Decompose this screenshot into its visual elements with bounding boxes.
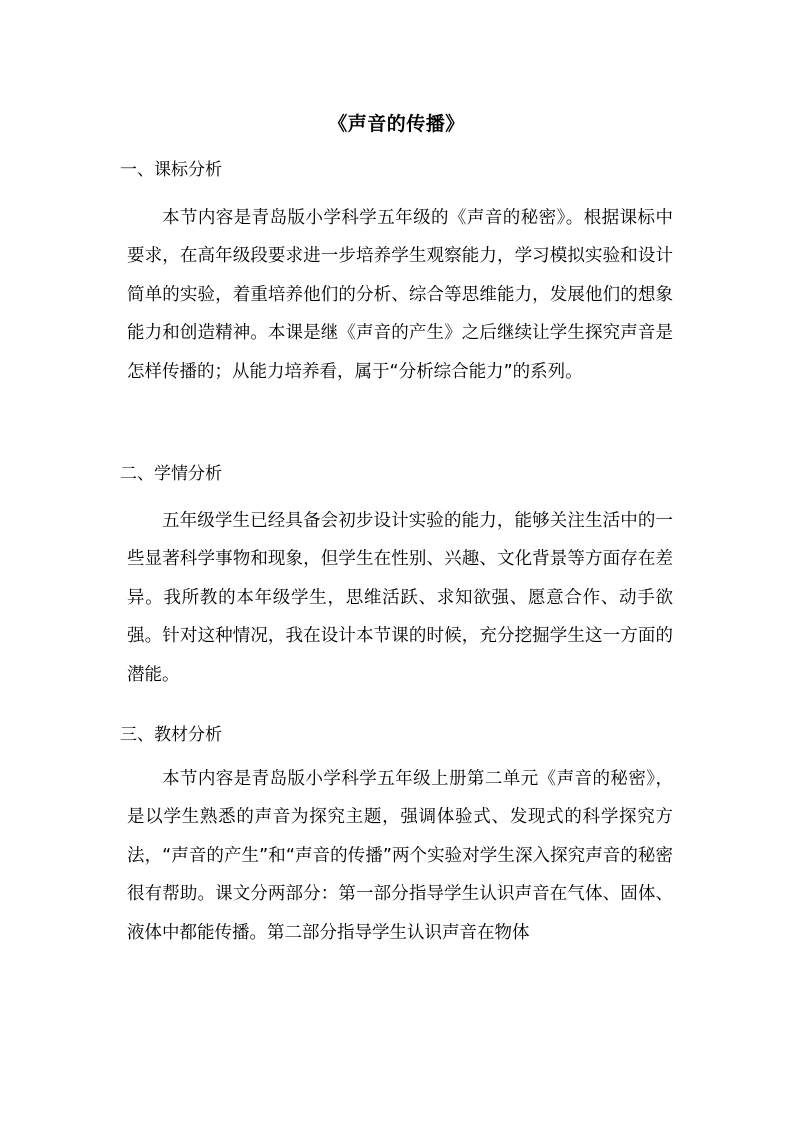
section-heading-students: 二、学情分析 bbox=[120, 464, 222, 484]
section-paragraph-textbook: 本节内容是青岛版小学科学五年级上册第二单元《声音的秘密》，是以学生熟悉的声音为探究主题，强调体验式、发现式的科学探究方法，“声音的产生”和“声音的传播”两个实验对学生深入探究声音的秘密很有帮助。课文分两部分：第一部分指导学生认识声音在气体、固体、液体中都能传播。第二部分指导学生认识声音在物体 bbox=[127, 769, 673, 943]
section-paragraph-students: 五年级学生已经具备会初步设计实验的能力，能够关注生活中的一些显著科学事物和现象，但学生在性别、兴趣、文化背景等方面存在差异。我所教的本年级学生，思维活跃、求知欲强、愿意合作、动手欲强。针对这种情况，我在设计本节课的时候，充分挖掘学生这一方面的潜能。 bbox=[127, 511, 673, 685]
section-heading-textbook: 三、教材分析 bbox=[120, 725, 222, 745]
section-heading-curriculum: 一、课标分析 bbox=[120, 160, 222, 180]
document-title: 《声音的传播》 bbox=[328, 113, 465, 135]
section-paragraph-curriculum: 本节内容是青岛版小学科学五年级的《声音的秘密》。根据课标中要求，在高年级段要求进一步培养学生观察能力，学习模拟实验和设计简单的实验，着重培养他们的分析、综合等思维能力，发展他们的想象能力和创造精神。本课是继《声音的产生》之后继续让学生探究声音是怎样传播的；从能力培养看，属于“分析综合能力”的系列。 bbox=[127, 208, 673, 382]
